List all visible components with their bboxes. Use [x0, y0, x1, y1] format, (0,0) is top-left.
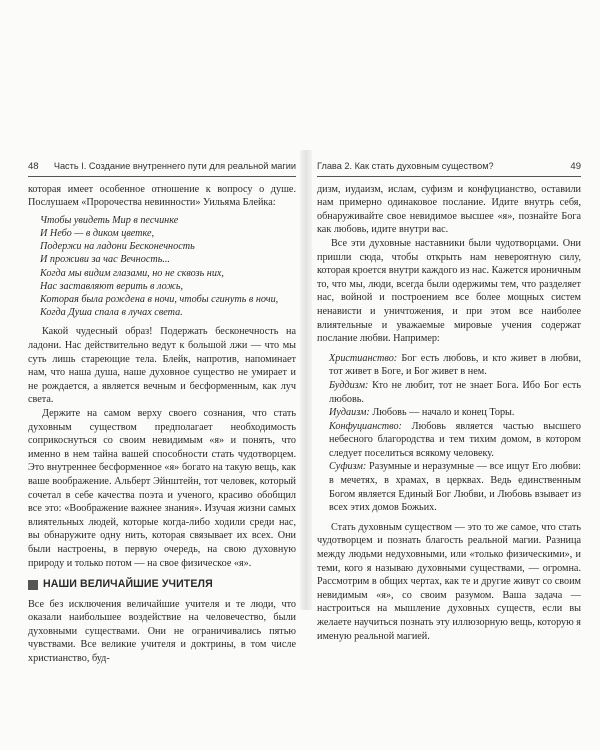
paragraph: которая имеет особенное отношение к вопросу о душе. Послушаем «Пророчества невинности» Уильяма Блейка: — [28, 183, 296, 209]
running-head: Глава 2. Как стать духовным существом? — [317, 161, 494, 171]
running-head: Часть I. Создание внутреннего пути для реальной магии — [53, 161, 296, 171]
quote-item — [329, 406, 581, 420]
quote-text: Любовь — начало и конец Торы. — [369, 407, 515, 419]
paragraph: дизм, иудаизм, ислам, суфизм и конфуцианство, оставили нам примерно одинаковое послание. Идите внутрь себя, обнаруживайте свое невидимое высшее «я», познайте Бога как любовь, идите внутри вас. — [317, 183, 581, 236]
quote-term: Конфуцианство: — [329, 420, 402, 432]
verse-line: Когда Душа спала в лучах света. — [40, 307, 183, 319]
quote-term: Буддизм: — [329, 379, 369, 391]
left-page-header — [28, 160, 296, 177]
verse-line: И проживи за час Вечность... — [40, 254, 170, 266]
right-page-header — [317, 160, 581, 177]
section-title: НАШИ ВЕЛИЧАЙШИЕ УЧИТЕЛЯ — [43, 578, 213, 591]
verse-line: Чтобы увидеть Мир в песчинке — [40, 214, 179, 226]
right-page — [317, 160, 581, 642]
book-gutter — [300, 150, 312, 610]
quote-term: Суфизм: — [329, 461, 367, 473]
section-heading — [28, 578, 296, 592]
quote-item — [329, 352, 581, 379]
paragraph: Какой чудесный образ! Подержать бесконечность на ладони. Нас действительно ведут к большой лжи — что мы суть лишь стареющие тела. Блейк, напротив, напоминает нам, что наша душа, наше духовное существо не умирает и не рождается, а является вечным и бесформенным, как луч света. — [28, 326, 296, 406]
square-bullet-icon — [28, 580, 38, 590]
poem-verse — [40, 214, 296, 320]
verse-line: И Небо — в диком цветке, — [40, 227, 155, 239]
paragraph: Все эти духовные наставники были чудотворцами. Они пришли сюда, чтобы открыть нам невероятную силу, которая кроется внутри каждого из нас. Кажется ироничным то, что мы, люди, всегда были одержимы тем, что разделяет нас, войной и построением все более мощных систем ненависти и уничтожения, и при этом все наиболее влиятельные и уважаемые мировые учения содержат послание любви. Например: — [317, 237, 581, 345]
left-page — [28, 160, 296, 665]
religion-quotes — [329, 352, 581, 515]
paragraph: Стать духовным существом — это то же самое, что стать чудотворцем и познать благость реальной магии. Разница между людьми недуховными, или «только физическими», и теми, кого я называю духовными существами, — огромна. Рассмотрим в общих чертах, как те и другие живут со своим невидимым «я», со своим разумом. Ваша задача — настроиться на мышление духовных существ, если вы желаете научиться познать эту иллюзорную вещь, которую я именую реальной магией. — [317, 521, 581, 642]
quote-text: Кто не любит, тот не знает Бога. Ибо Бог есть любовь. — [329, 379, 581, 405]
verse-line: Когда мы видим глазами, но не сквозь них, — [40, 267, 224, 279]
quote-item — [329, 460, 581, 514]
quote-text: Разумные и неразумные — все ищут Его любви: в мечетях, в храмах, в церквах. Ведь единственным Богом является Единый Бог Любви, и Любовь взывает из всех этих домов Божьих. — [329, 461, 581, 514]
quote-item — [329, 420, 581, 461]
quote-term: Христианство: — [329, 352, 398, 364]
verse-line: Нас заставляют верить в ложь, — [40, 280, 184, 292]
verse-line: Которая была рождена в ночи, чтобы сгинуть в ночи, — [40, 294, 279, 305]
quote-item — [329, 379, 581, 406]
page-number: 49 — [570, 161, 581, 172]
quote-text: Бог есть любовь, и кто живет в любви, тот живет в Боге, и Бог живет в нем. — [329, 352, 581, 378]
paragraph: Все без исключения величайшие учителя и те люди, что оказали наибольшее воздействие на человечество, были духовными существами. Они не ограничивались пятью чувствами. Все великие учителя и доктрины, в том числе христианство, буд- — [28, 598, 296, 665]
page-number: 48 — [28, 161, 39, 172]
quote-term: Иудаизм: — [329, 407, 370, 419]
quote-text: Любовь является частью высшего небесного благородства и тем тихим домом, в котором следует поселиться всякому человеку. — [329, 420, 581, 459]
paragraph: Держите на самом верху своего сознания, что стать духовным существом предполагает необходимость соприкоснуться со своим невидимым «я» и понять, что именно в нем тайна вашей способности стать чудотворцем. Это внутреннее бесформенное «я» богато на такую вещь, как ваше воображение. Альберт Эйнштейн, тот человек, который сочетал в себе качества поэта и ученого, красиво обобщил все это: «Воображение важнее знания». Изучая жизни самых влиятельных людей, которые когда-либо ходили среди нас, вы обнаружите одну нить, которая связывает их всех. Они были настроены, в первую очередь, на свою духовную природу и только потом — на свое физическое «я». — [28, 407, 296, 569]
verse-line: Подержи на ладони Бесконечность — [40, 241, 195, 253]
